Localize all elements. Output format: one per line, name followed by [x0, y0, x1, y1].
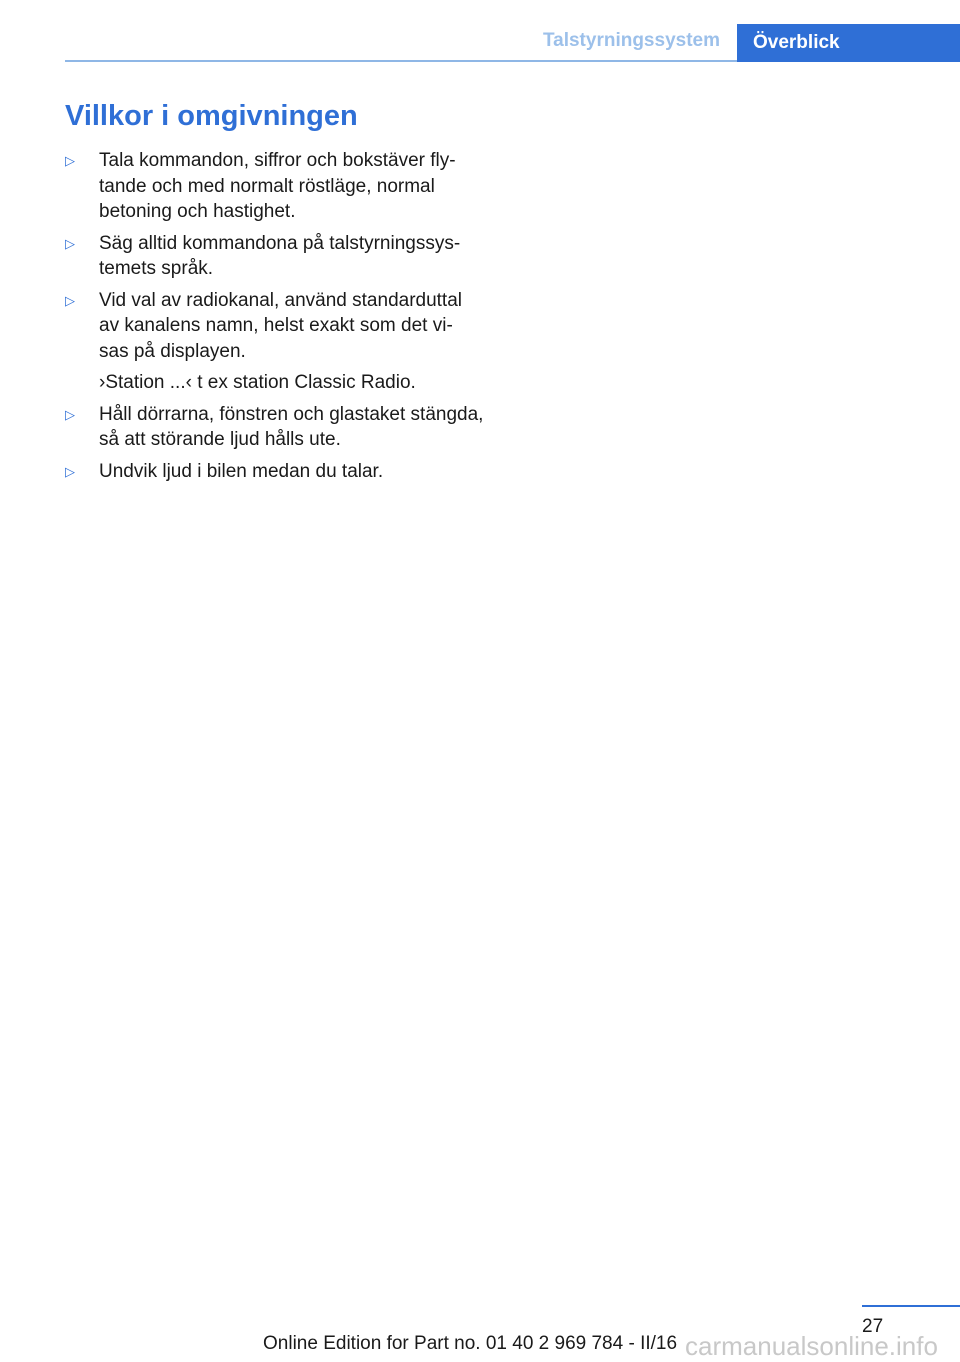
list-item: [65, 148, 485, 225]
list-item: [65, 231, 485, 282]
triangle-bullet-icon: ▷: [65, 153, 75, 168]
triangle-bullet-icon: ▷: [65, 463, 75, 479]
triangle-bullet-icon: ▷: [65, 406, 75, 422]
triangle-bullet-icon: ▷: [65, 292, 75, 308]
page-number: 27: [862, 1316, 884, 1337]
bullet-text: Tala kommandon, siffror och bokstäver fly‐ tande och med normalt röstläge, normal betoning och hastighet.: [99, 150, 456, 222]
bullet-text: Håll dörrarna, fönstren och glastaket stängda, så att störande ljud hålls ute.: [99, 403, 484, 450]
triangle-bullet-icon: ▷: [65, 235, 75, 251]
watermark: carmanualsonline.info: [685, 1331, 938, 1361]
bullet-list: [65, 148, 485, 490]
list-item: [65, 402, 485, 453]
header-chapter-tab: Överblick: [737, 24, 960, 62]
edition-text: Online Edition for Part no. 01 40 2 969 784 - II/16: [263, 1333, 678, 1354]
header-section-title: Talstyrningssystem: [542, 30, 720, 51]
bullet-text: Vid val av radiokanal, använd standarduttal av kanalens namn, helst exakt som det vi‐ sas på displayen.: [99, 289, 463, 362]
footer-rule: [862, 1305, 960, 1307]
bullet-text: Undvik ljud i bilen medan du talar.: [99, 460, 384, 482]
section-title: Villkor i omgivningen: [65, 100, 358, 132]
bullet-text: Säg alltid kommandona på talstyrningssys‐ temets språk.: [99, 232, 461, 279]
list-item: [65, 288, 485, 396]
list-item: [65, 459, 485, 485]
bullet-note: ›Station ...‹ t ex station Classic Radio.: [99, 372, 416, 393]
